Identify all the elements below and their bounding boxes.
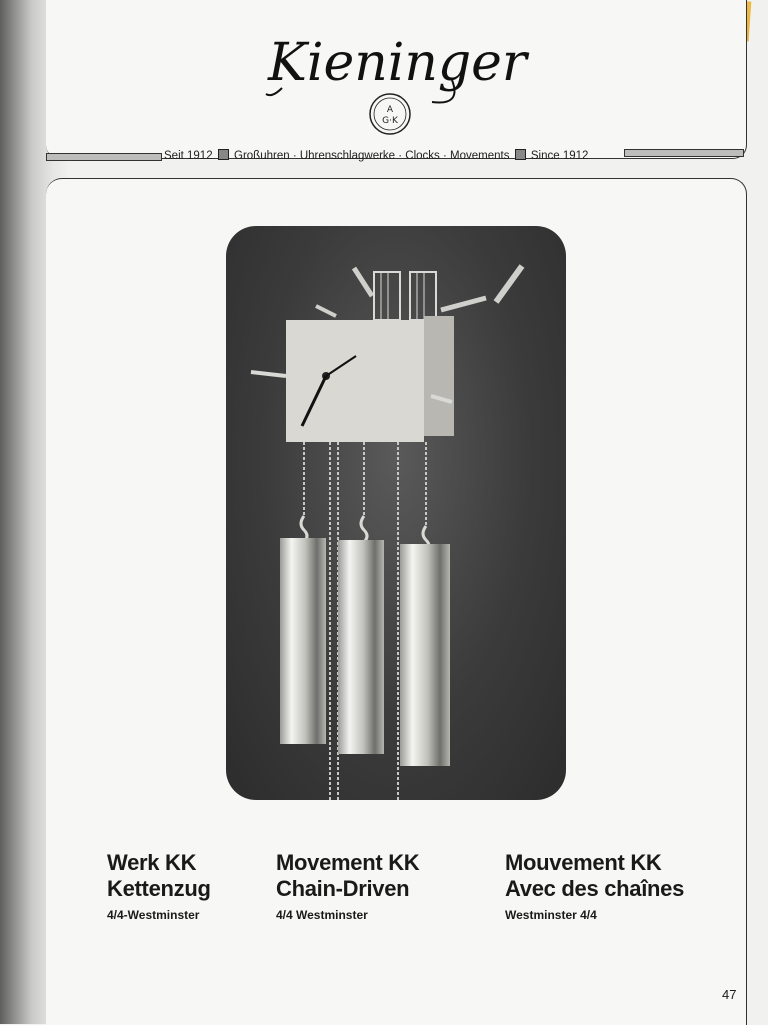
title-en-line2: Chain-Driven: [276, 876, 410, 901]
movement-photo: [226, 226, 566, 800]
svg-text:G·K: G·K: [382, 116, 398, 126]
brand-wordmark: Kieninger: [268, 33, 527, 93]
subtitle-de: 4/4-Westminster: [107, 908, 200, 922]
square-bullet-icon: [515, 149, 526, 160]
column-french: [505, 850, 684, 922]
tagline-rule-left: [46, 153, 162, 161]
tagline-items: Großuhren · Uhrenschlagwerke · Clocks · Movements: [234, 150, 510, 162]
subtitle-en: 4/4 Westminster: [276, 908, 368, 922]
tagline: [164, 149, 624, 162]
tagline-seit: Seit 1912: [164, 150, 213, 162]
page-number: 47: [722, 987, 737, 1002]
tagline-rule-right: [624, 149, 744, 157]
clock-movement-illustration: [226, 226, 566, 800]
title-fr-line1: Mouvement KK: [505, 850, 662, 875]
title-de-line1: Werk KK: [107, 850, 197, 875]
subtitle-fr: Westminster 4/4: [505, 908, 597, 922]
tagline-since: Since 1912: [530, 150, 589, 162]
tagline-bar: [46, 146, 746, 168]
square-bullet-icon: [218, 149, 229, 160]
column-german: [107, 850, 211, 922]
column-english: [276, 850, 419, 922]
title-de-line2: Kettenzug: [107, 876, 211, 901]
title-fr-line2: Avec des chaînes: [505, 876, 685, 901]
svg-text:A: A: [386, 105, 394, 115]
agk-seal-icon: [368, 92, 412, 136]
title-en-line1: Movement KK: [276, 850, 420, 875]
